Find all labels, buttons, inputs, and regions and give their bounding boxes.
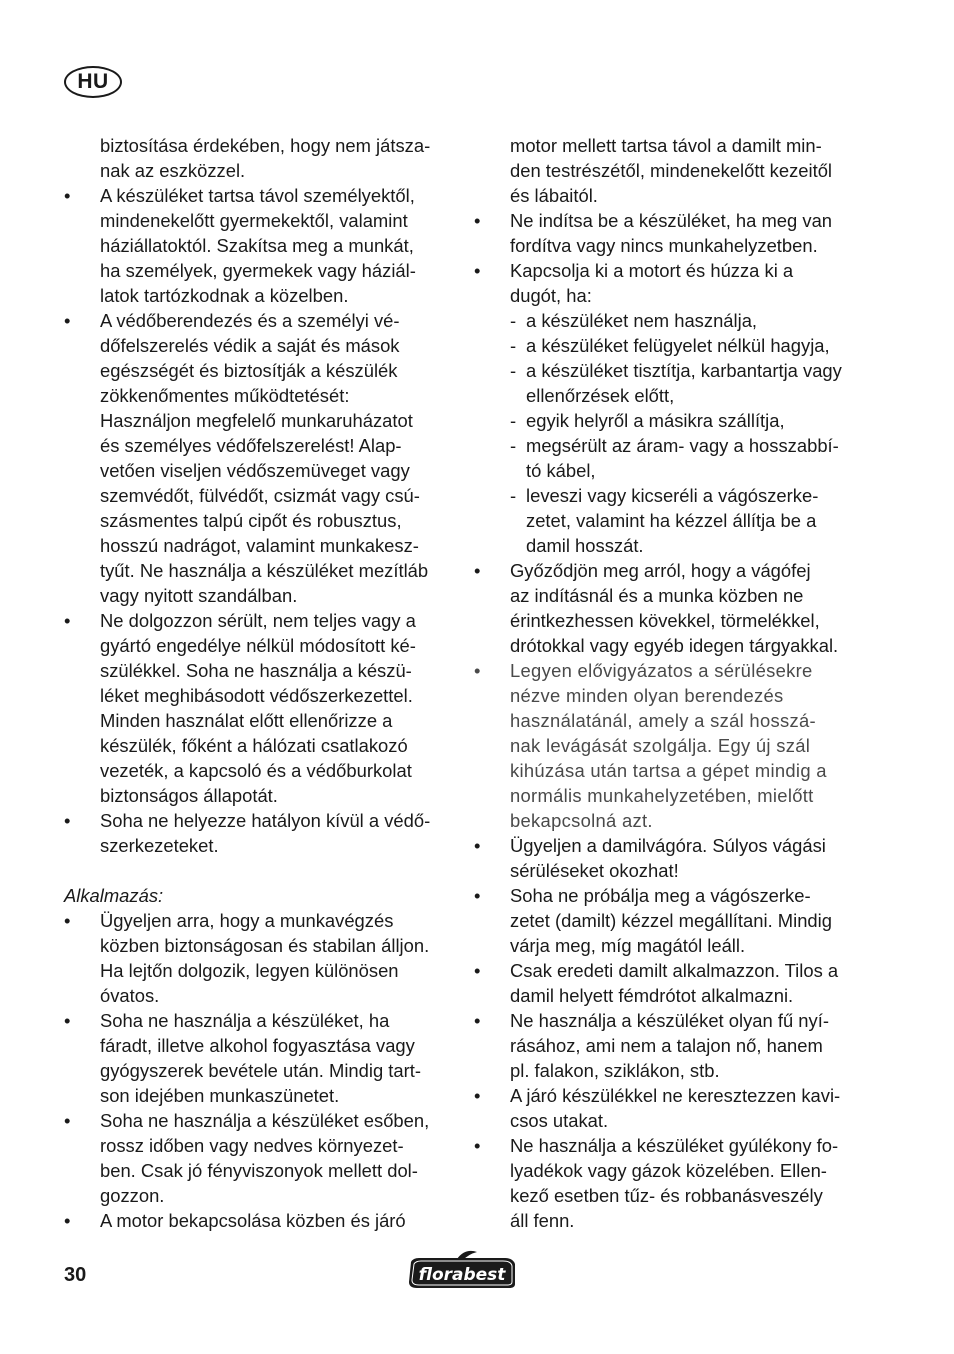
bullet-icon: • [474, 260, 481, 281]
text-line: a készüléket nem használja, [526, 310, 758, 331]
left-column [64, 133, 456, 1233]
text-line: nézve minden olyan berendezés [510, 685, 784, 706]
text-line: Használjon megfelelő munkaruházatot [100, 410, 413, 431]
list-item [474, 658, 866, 833]
text-line: közben biztonságosan és stabilan álljon. [100, 935, 430, 956]
text-line: ben. Csak jó fényviszonyok mellett dol- [100, 1160, 418, 1181]
list-item [474, 208, 866, 258]
text-line: biztosítása érdekében, hogy nem játsza- [100, 135, 431, 156]
text-line: fordítva vagy nincs munkahelyzetben. [510, 235, 818, 256]
text-line: mindenekelőtt gyermekektől, valamint [100, 210, 408, 231]
text-line: Ne dolgozzon sérült, nem teljes vagy a [100, 610, 416, 631]
dash-item [474, 358, 866, 408]
text-line: óvatos. [100, 985, 160, 1006]
text-line: használatánál, amely a szál hosszá- [510, 710, 816, 731]
list-item [64, 1208, 456, 1233]
text-line: latok tartózkodnak a közelben. [100, 285, 349, 306]
text-line: leveszi vagy kicseréli a vágószerke- [526, 485, 819, 506]
text-line: az indításnál és a munka közben ne [510, 585, 804, 606]
bullet-icon: • [64, 310, 71, 331]
bullet-icon: • [64, 1210, 71, 1231]
language-badge: HU [64, 66, 122, 98]
dash-icon: - [510, 410, 517, 431]
text-line: és személyes védőfelszerelést! Alap- [100, 435, 402, 456]
text-line: Ha lejtőn dolgozik, legyen különösen [100, 960, 399, 981]
bullet-icon: • [64, 610, 71, 631]
text-line: Győződjön meg arról, hogy a vágófej [510, 560, 811, 581]
text-line: egészségét és biztosítják a készülék [100, 360, 398, 381]
text-line: Csak eredeti damilt alkalmazzon. Tilos a [510, 960, 839, 981]
text-line: kihúzása után tartsa a gépet mindig a [510, 760, 827, 781]
text-line: és lábaitól. [510, 185, 598, 206]
text-line: szemvédőt, fülvédőt, csizmát vagy csú- [100, 485, 420, 506]
list-item [474, 258, 866, 308]
list-item [64, 183, 456, 308]
text-line: son idejében munkaszünetet. [100, 1085, 340, 1106]
text-line: a készüléket tisztítja, karbantartja vagy [526, 360, 842, 381]
dash-item [474, 333, 866, 358]
text-line: szülékkel. Soha ne használja a készü- [100, 660, 412, 681]
list-item [64, 908, 456, 1008]
text-line: a készüléket felügyelet nélkül hagyja, [526, 335, 830, 356]
text-line: pl. falakon, sziklákon, stb. [510, 1060, 720, 1081]
bullet-icon: • [474, 960, 481, 981]
text-line: normális munkahelyzetében, mielőtt [510, 785, 814, 806]
text-line: hosszú nadrágot, valamint munkakesz- [100, 535, 419, 556]
text-line: kező esetben tűz- és robbanásveszély [510, 1185, 823, 1206]
right-column [474, 133, 866, 1233]
list-item [64, 308, 456, 608]
text-line: den testrészétől, mindenekelőtt kezeitől [510, 160, 833, 181]
bullet-icon: • [64, 810, 71, 831]
page-number: 30 [64, 1264, 87, 1286]
bullet-icon: • [474, 835, 481, 856]
text-line: rásához, ami nem a talajon nő, hanem [510, 1035, 823, 1056]
text-line: tyűt. Ne használja a készüléket mezítláb [100, 560, 429, 581]
section-heading: Alkalmazás: [64, 885, 164, 906]
text-line: bekapcsolná azt. [510, 810, 653, 831]
text-line: drótokkal vagy egyéb idegen tárgyakkal. [510, 635, 839, 656]
dash-icon: - [510, 310, 517, 331]
text-line: Ne indítsa be a készüléket, ha meg van [510, 210, 833, 231]
text-line: Kapcsolja ki a motort és húzza ki a [510, 260, 794, 281]
florabest-logo [405, 1250, 519, 1292]
dash-item [474, 483, 866, 558]
list-item [64, 1008, 456, 1108]
dash-icon: - [510, 435, 517, 456]
text-line: egyik helyről a másikra szállítja, [526, 410, 785, 431]
text-line: sérüléseket okozhat! [510, 860, 679, 881]
list-item [474, 1133, 866, 1233]
text-line: csos utakat. [510, 1110, 609, 1131]
text-line: A védőberendezés és a személyi vé- [100, 310, 400, 331]
continued-paragraph [474, 133, 866, 208]
text-line: fáradt, illetve alkohol fogyasztása vagy [100, 1035, 415, 1056]
text-line: Soha ne használja a készüléket esőben, [100, 1110, 430, 1131]
text-line: Ügyeljen a damilvágóra. Súlyos vágási [510, 835, 826, 856]
dash-icon: - [510, 485, 517, 506]
dash-icon: - [510, 360, 517, 381]
bullet-icon: • [474, 885, 481, 906]
text-line: Ne használja a készüléket olyan fű nyí- [510, 1010, 829, 1031]
text-line: biztonságos állapotát. [100, 785, 278, 806]
bullet-icon: • [474, 1135, 481, 1156]
text-line: szásmentes talpú cipőt és robusztus, [100, 510, 402, 531]
bullet-icon: • [474, 1010, 481, 1031]
text-line: vagy nyitott szandálban. [100, 585, 298, 606]
bullet-icon: • [64, 1010, 71, 1031]
text-line: szerkezeteket. [100, 835, 219, 856]
text-line: Soha ne helyezze hatályon kívül a védő- [100, 810, 431, 831]
list-item [474, 1083, 866, 1133]
list-item [474, 883, 866, 958]
text-line: készülék, főként a hálózati csatlakozó [100, 735, 408, 756]
text-line: motor mellett tartsa távol a damilt min- [510, 135, 822, 156]
text-line: gyártó engedélye nélkül módosított ké- [100, 635, 416, 656]
text-line: dőfelszerelés védik a saját és mások [100, 335, 400, 356]
text-line: tó kábel, [526, 460, 596, 481]
text-line: A járó készülékkel ne keresztezzen kavi- [510, 1085, 841, 1106]
text-line: Ügyeljen arra, hogy a munkavégzés [100, 910, 394, 931]
text-line: Soha ne használja a készüléket, ha [100, 1010, 390, 1031]
bullet-icon: • [64, 185, 71, 206]
text-line: A készüléket tartsa távol személyektől, [100, 185, 415, 206]
text-line: nak az eszközzel. [100, 160, 246, 181]
dash-icon: - [510, 335, 517, 356]
text-line: damil helyett fémdrótot alkalmazni. [510, 985, 794, 1006]
bullet-icon: • [474, 560, 481, 581]
text-line: érintkezhessen kövekkel, törmelékkel, [510, 610, 820, 631]
bullet-icon: • [474, 660, 481, 681]
text-line: gyógyszerek bevétele után. Mindig tart- [100, 1060, 421, 1081]
list-item [64, 808, 456, 858]
text-line: vezeték, a kapcsoló és a védőburkolat [100, 760, 412, 781]
text-line: léket meghibásodott védőszerkezettel. [100, 685, 413, 706]
text-line: lyadékok vagy gázok közelében. Ellen- [510, 1160, 827, 1181]
list-item [474, 958, 866, 1008]
text-line: várja meg, míg magától leáll. [510, 935, 746, 956]
text-line: Ne használja a készüléket gyúlékony fo- [510, 1135, 839, 1156]
list-item [474, 833, 866, 883]
continued-paragraph [64, 133, 456, 183]
text-line: Minden használat előtt ellenőrizze a [100, 710, 393, 731]
list-item [64, 608, 456, 808]
text-line: damil hosszát. [526, 535, 644, 556]
text-line: gozzon. [100, 1185, 165, 1206]
text-line: megsérült az áram- vagy a hosszabbí- [526, 435, 839, 456]
list-item [474, 558, 866, 658]
text-line: vetően viseljen védőszemüveget vagy [100, 460, 410, 481]
text-line: Legyen elővigyázatos a sérülésekre [510, 660, 813, 681]
bullet-icon: • [64, 910, 71, 931]
dash-item [474, 433, 866, 483]
list-item [474, 1008, 866, 1083]
text-line: nak levágását szolgálja. Egy új szál [510, 735, 811, 756]
logo-text: florabest [418, 1265, 506, 1285]
text-line: ellenőrzések előtt, [526, 385, 675, 406]
text-line: rossz időben vagy nedves környezet- [100, 1135, 404, 1156]
list-item [64, 1108, 456, 1208]
text-line: dugót, ha: [510, 285, 592, 306]
text-line: A motor bekapcsolása közben és járó [100, 1210, 406, 1231]
text-line: zetet (damilt) kézzel megállítani. Mindig [510, 910, 832, 931]
bullet-icon: • [474, 210, 481, 231]
text-line: ha személyek, gyermekek vagy háziál- [100, 260, 416, 281]
text-line: áll fenn. [510, 1210, 575, 1231]
text-line: zetet, valamint ha kézzel állítja be a [526, 510, 817, 531]
text-line: Soha ne próbálja meg a vágószerke- [510, 885, 811, 906]
bullet-icon: • [64, 1110, 71, 1131]
text-line: háziállatoktól. Szakítsa meg a munkát, [100, 235, 414, 256]
dash-item [474, 408, 866, 433]
text-line: zökkenőmentes működtetését: [100, 385, 350, 406]
dash-item [474, 308, 866, 333]
bullet-icon: • [474, 1085, 481, 1106]
